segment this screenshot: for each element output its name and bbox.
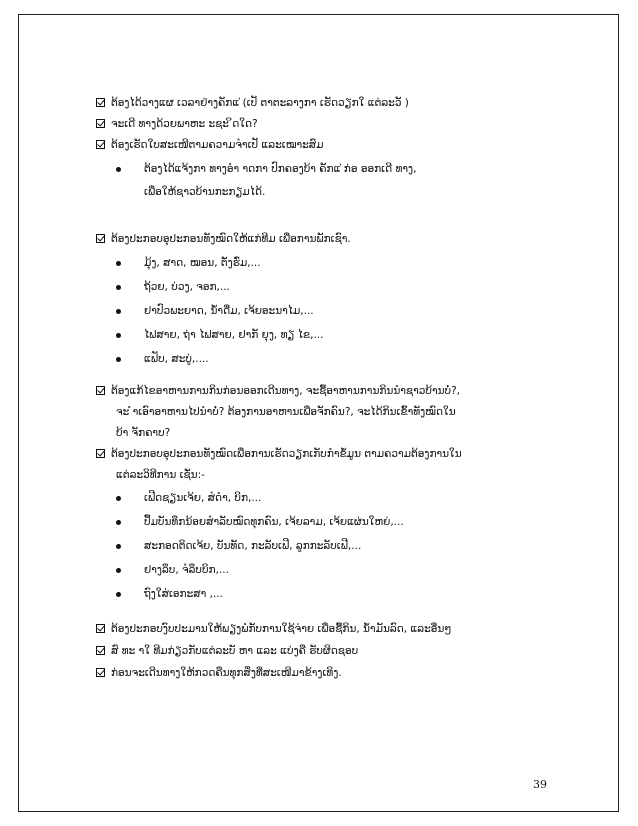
page-number: 39 bbox=[533, 778, 547, 791]
list-item: ຕ້ອງໄດ້ແຈ້ງກາ ທາງອຳ າດກາ ປົກຄອງບ້າ ຄັກແ ່ກ່ອ ອອກເດີ ທາງ, bbox=[144, 163, 417, 175]
checklist-item bbox=[96, 119, 258, 130]
checklist-text: ຕ້ອງປະກອບງົບປະມານໃຫ້ພຽງພໍກັບການໃຊ້ຈ່າຍ ເພື່ອຊື້ກິນ, ນ້ຳມັນລົດ, ແລະອື່ນໆ bbox=[111, 623, 452, 635]
bullet-icon bbox=[116, 261, 121, 266]
bullet-icon bbox=[116, 592, 121, 597]
checklist-text: ຕ້ອງໄດ້ວາງແຜ ເວລາຢ່າງຄັກແ ່(ເປັ ຕາຕະລາງກາ ເຮັດວຽກໃ ແຕ່ລະວັ ) bbox=[111, 97, 409, 109]
list-item: ຖົງໃສ່ເອກະສາ ,... bbox=[144, 588, 223, 600]
checklist-text: ຕ້ອງແກ້ໄຂອາຫານການກິນກ່ອນອອກເດີນທາງ, ຈະຊື້ອາຫານການກິນນຳຊາວບ້ານບໍ່?, bbox=[111, 385, 460, 397]
checkbox-checked-icon bbox=[96, 386, 105, 395]
bullet-icon bbox=[116, 357, 121, 362]
list-item: ຖ້ວຍ, ບ່ວງ, ຈອກ,... bbox=[144, 281, 230, 293]
checklist-text: ຕ້ອງປະກອບອຸປະກອນທັງໝົດເພື່ອການເຮັດວຽກເກັບກຳຂໍ້ມູນ ຕາມຄວາມຕ້ອງການໃນ bbox=[111, 448, 462, 460]
checkbox-checked-icon bbox=[96, 119, 105, 128]
list-item: ແຟັບ, ສະບູ່,.... bbox=[144, 353, 209, 365]
checklist-item bbox=[96, 624, 451, 635]
list-item: ເພື່ອໃຫ້ຊາວບ້ານກະກຽມໄດ້. bbox=[144, 186, 266, 198]
checklist-text: ກ່ອນຈະເດີນທາງໃຫ້ກວດຄືນທຸກສິ່ງທີ່ສະເໜີມາຂ້າງເທິງ. bbox=[111, 667, 342, 679]
continuation-text: ແຕ່ລະວິທີການ ເຊັ່ນ:- bbox=[116, 469, 205, 481]
checklist-item bbox=[96, 386, 460, 397]
list-item: ໄຟສາຍ, ຖ່າ ໄຟສາຍ, ຢາກັ ຍຸງ, ທຽ ໄຂ,... bbox=[144, 329, 324, 341]
bullet-icon bbox=[116, 285, 121, 290]
checklist-item bbox=[96, 646, 358, 657]
checklist-item bbox=[96, 140, 324, 151]
checkbox-checked-icon bbox=[96, 98, 105, 107]
bullet-icon bbox=[116, 520, 121, 525]
checklist-text: ຈະເດີ ທາງດ້ວຍພາຫະ ະຊະ ິດໃດ? bbox=[111, 118, 258, 130]
checkbox-checked-icon bbox=[96, 449, 105, 458]
checkbox-checked-icon bbox=[96, 234, 105, 243]
checklist-text: ຕ້ອງເຮັດໃບສະເໜີຕາມຄວາມຈຳເປັ ແລະເໝາະສົມ bbox=[111, 139, 324, 151]
checklist-text: ຕ້ອງປະກອບອຸປະກອນທັງໝົດໃຫ້ແກ່ທີມ ເພື່ອການພັກເຊົາ. bbox=[111, 233, 351, 245]
continuation-text: ຈະ ຳເອົາອາຫານໄປນຳບໍ່? ຕ້ອງການອາຫານເພື່ອຈັກຄົນ?, ຈະໄດ້ກິນເຂົ້າທັງໝົດໃນ bbox=[116, 406, 456, 418]
checklist-text: ສົ ທະ າໃ ທີມກ່ຽວກັບແຕ່ລະບັ ຫາ ແລະ ແບ່ງຄື ຮັບຜິດຊອບ bbox=[111, 645, 359, 657]
list-item: ເຟີດຊຽນເຈ້ຍ, ສໍດຳ, ບິກ,... bbox=[144, 492, 262, 504]
list-item: ມຸ້ງ, ສາດ, ໝອນ, ຕັ່ງຮົ່ມ,... bbox=[144, 257, 261, 269]
checkbox-checked-icon bbox=[96, 624, 105, 633]
bullet-icon bbox=[116, 496, 121, 501]
checklist-item bbox=[96, 668, 342, 679]
checklist-item bbox=[96, 234, 351, 245]
checkbox-checked-icon bbox=[96, 646, 105, 655]
checkbox-checked-icon bbox=[96, 668, 105, 677]
checkbox-checked-icon bbox=[96, 140, 105, 149]
checklist-item bbox=[96, 98, 409, 109]
bullet-icon bbox=[116, 309, 121, 314]
continuation-text: ບ້າ ຈັກຄາບ? bbox=[116, 427, 171, 439]
bullet-icon bbox=[116, 544, 121, 549]
list-item: ຢາງລຶບ, ຈໍລຶບບິກ,... bbox=[144, 564, 229, 576]
list-item: ປຶ້ມບັນທຶກນ້ອຍສຳລັບໝົດທຸກຄົນ, ເຈ້ຍລາມ, ເຈ້ຍແຜ່ນໃຫຍ່,... bbox=[144, 516, 404, 528]
list-item: ຢາປົວພະຍາດ, ນ້ຳດື່ມ, ເຈ້ຍອະນາໄມ,... bbox=[144, 305, 314, 317]
checklist-item bbox=[96, 449, 462, 460]
list-item: ສະກອດຕິດເຈ້ຍ, ບັນທັດ, ກະລັບເຟີ, ລູກກະລັບເຟີ,... bbox=[144, 540, 362, 552]
bullet-icon bbox=[116, 333, 121, 338]
bullet-icon bbox=[116, 167, 121, 172]
bullet-icon bbox=[116, 568, 121, 573]
